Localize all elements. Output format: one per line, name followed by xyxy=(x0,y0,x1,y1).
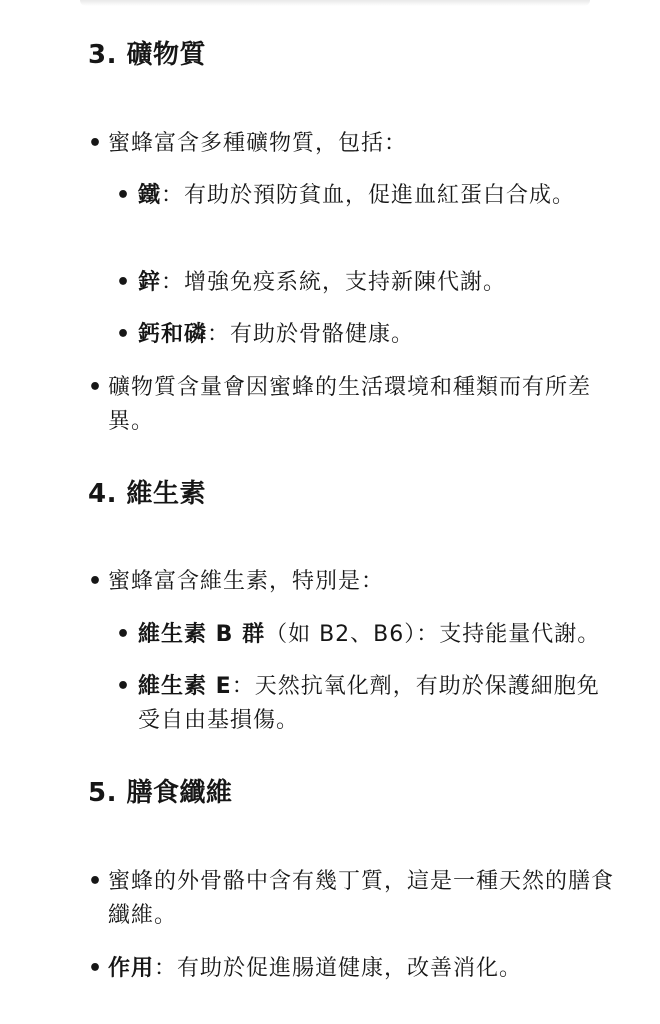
list-item-text: ：增強免疫系統，支持新陳代謝。 xyxy=(161,270,507,295)
bullet: • xyxy=(116,622,132,647)
previous-block-edge xyxy=(80,0,590,6)
list-item-text: ：有助於預防貧血，促進血紅蛋白合成。 xyxy=(161,183,576,208)
bullet: • xyxy=(88,956,104,981)
list-item-text: 蜜蜂富含多種礦物質，包括： xyxy=(108,131,408,156)
list-item-text: 蜜蜂的外骨骼中含有幾丁質，這是一種天然的膳食纖維。 xyxy=(108,869,615,928)
list-item xyxy=(88,127,618,161)
list-item-term: 鋅 xyxy=(138,270,162,295)
list-item-term: 作用 xyxy=(108,956,155,981)
list-item-text: ：有助於促進腸道健康，改善消化。 xyxy=(154,956,523,981)
section-heading-minerals: 3. 礦物質 xyxy=(88,40,207,70)
list-item-text: 蜜蜂富含維生素，特別是： xyxy=(108,569,385,594)
list-item-text: （如 B2、B6）：支持能量代謝。 xyxy=(265,622,601,647)
bullet: • xyxy=(116,270,132,295)
bullet: • xyxy=(88,375,104,400)
section-heading-vitamins: 4. 維生素 xyxy=(88,479,207,509)
bullet: • xyxy=(88,131,104,156)
list-item xyxy=(88,371,618,439)
bullet: • xyxy=(88,869,104,894)
list-item-term: 鈣和磷 xyxy=(138,322,208,347)
bullet: • xyxy=(116,674,132,699)
list-item-term: 維生素 B 群 xyxy=(138,622,266,647)
list-item xyxy=(116,670,616,738)
list-item-term: 鐵 xyxy=(138,183,162,208)
list-item-term: 維生素 E xyxy=(138,674,232,699)
bullet: • xyxy=(116,322,132,347)
list-item xyxy=(88,865,618,933)
list-item xyxy=(116,318,616,352)
section-heading-dietary-fiber: 5. 膳食纖維 xyxy=(88,778,233,808)
list-item-text: ：天然抗氧化劑，有助於保護細胞免受自由基損傷。 xyxy=(138,674,600,733)
bullet: • xyxy=(116,183,132,208)
list-item xyxy=(88,565,618,599)
list-item xyxy=(116,266,616,300)
list-item-text: ：有助於骨骼健康。 xyxy=(207,322,415,347)
list-item-text: 礦物質含量會因蜜蜂的生活環境和種類而有所差異。 xyxy=(108,375,592,434)
bullet: • xyxy=(88,569,104,594)
list-item xyxy=(88,952,618,986)
list-item xyxy=(116,618,616,652)
list-item xyxy=(116,179,616,213)
